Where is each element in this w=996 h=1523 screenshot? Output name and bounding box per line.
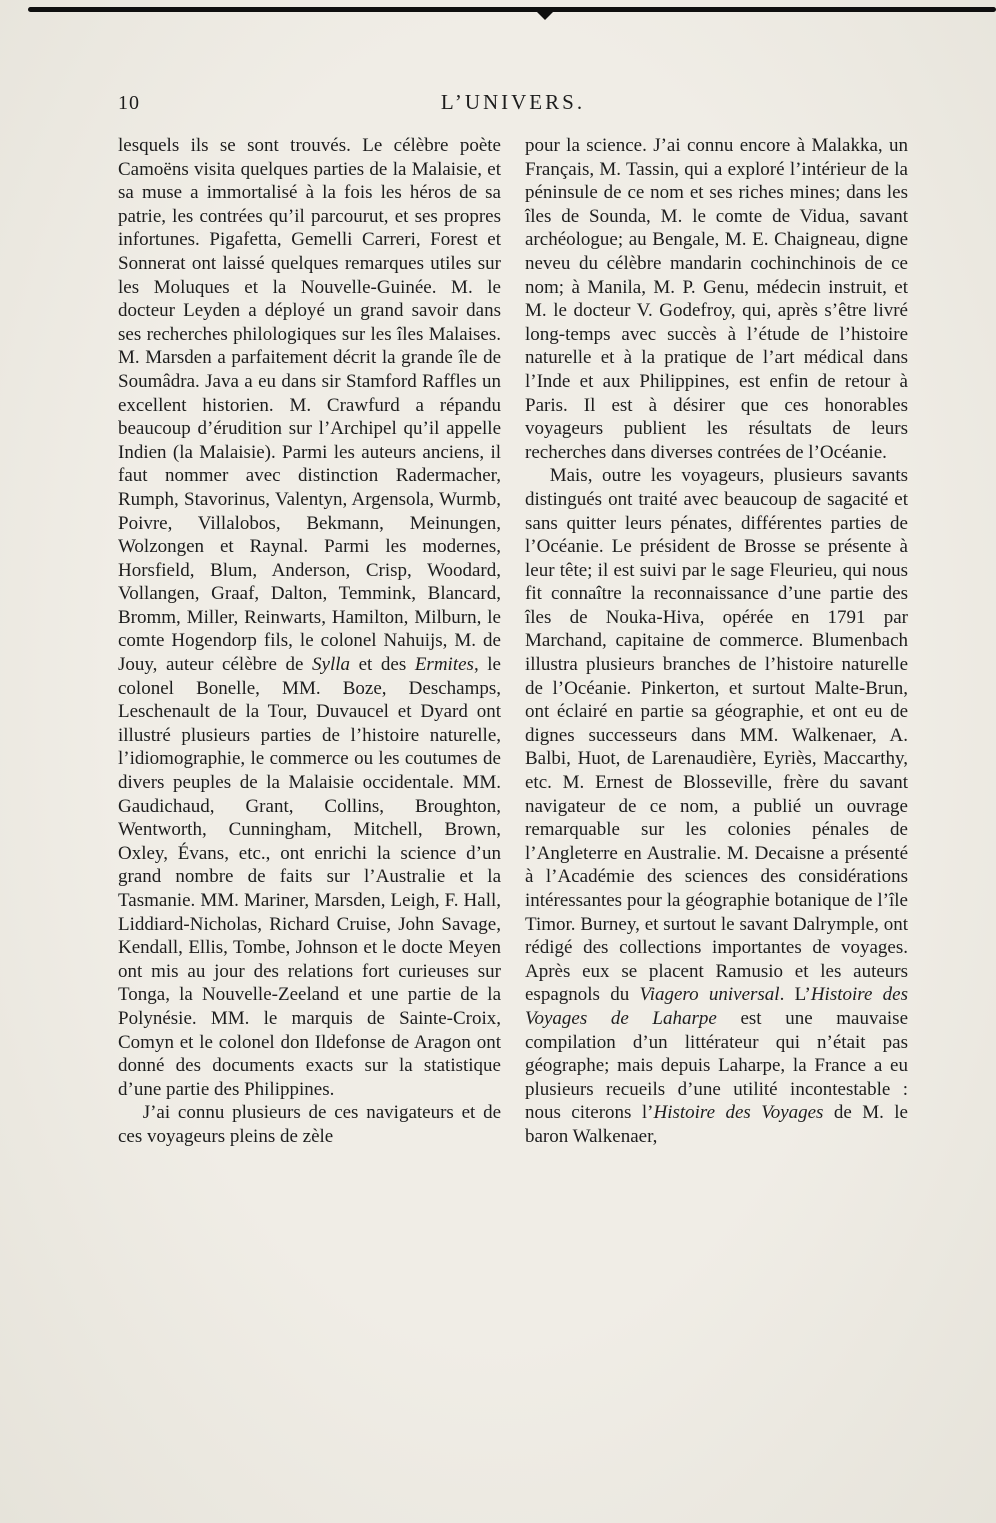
- text-segment: , le colonel Bonelle, MM. Boze, Deschamps, Leschenault de la Tour, Duvaucel et Dyard ont illustré plusieurs parties de l’histoire naturelle, l’idiomographie, le commerce ou les coutumes de divers peuples de la Malaisie occidentale. MM. Gaudichaud, Grant, Collins, Broughton, Wentworth, Cunningham, Mitchell, Brown, Oxley, Évans, etc., ont enrichi la science d’un grand nombre de faits sur l’Australie et la Tasmanie. MM. Mariner, Marsden, Leigh, F. Hall, Liddiard-Nicholas, Richard Cruise, John Savage, Kendall, Ellis, Tombe, Johnson et le docte Meyen ont mis au jour des relations fort curieuses sur Tonga, la Nouvelle-Zeeland et une partie de la Polynésie. MM. le marquis de Sainte-Croix, Comyn et le colonel don Ildefonse de Aragon ont donné des documents exacts sur la statistique d’une partie des Philippines.: [118, 654, 501, 1100]
- text-segment: lesquels ils se sont trouvés. Le célèbre poète Camoëns visita quelques parties de la Malaisie, et sa muse a immortalisé à la fois les héros de sa patrie, les contrées qu’il parcourut, et ses propres infortunes. Pigafetta, Gemelli Carreri, Forest et Sonnerat ont laissé quelques remarques utiles sur les Moluques et la Nouvelle-Guinée. M. le docteur Leyden a déployé un grand savoir dans ses recherches philologiques sur les îles Malaises. M. Marsden a parfaitement décrit la grande île de Soumâdra. Java a eu dans sir Stamford Raffles un excellent historien. M. Crawfurd a répandu beaucoup d’érudition sur l’Archipel qu’il appelle Indien (la Malaisie). Parmi les auteurs anciens, il faut nommer avec distinction Radermacher, Rumph, Stavorinus, Valentyn, Argensola, Wurmb, Poivre, Villalobos, Bekmann, Meinungen, Wolzongen et Raynal. Parmi les modernes, Horsfield, Blum, Anderson, Crisp, Woodard, Vollangen, Graaf, Dalton, Temmink, Blancard, Bromm, Miller, Reinwarts, Hamilton, Milburn, le comte Hogendorp fils, le colonel Nahuijs, M. de Jouy, auteur célèbre de: [118, 135, 501, 676]
- paragraph: [118, 1101, 501, 1148]
- top-border-notch: [536, 11, 554, 20]
- text-segment: de M. le baron Walkenaer,: [525, 1102, 908, 1147]
- text-segment: pour la science. J’ai connu encore à Malakka, un Français, M. Tassin, qui a exploré l’intérieur de la péninsule de ce nom et ses riches mines; dans les îles de Sounda, M. le comte de Vidua, savant archéologue; au Bengale, M. E. Chaigneau, digne neveu du célèbre mandarin cochinchinois de ce nom; à Manila, M. P. Genu, médecin instruit, et M. le docteur V. Godefroy, qui, après s’être livré long-temps avec succès à l’étude de l’histoire naturelle et à la pratique de l’art médical dans l’Inde et aux Philippines, est enfin de retour à Paris. Il est à désirer que ces honorables voyageurs publient les résultats de leurs recherches dans diverses contrées de l’Océanie.: [525, 135, 908, 463]
- text-segment: Mais, outre les voyageurs, plusieurs savants distingués ont traité avec beaucoup de sagacité et sans quitter leurs pénates, différentes parties de l’Océanie. Le président de Brosse se présente à leur tête; il est suivi par le sage Fleurieu, qui nous fit connaître la reconnaissance d’une partie des îles de Nouka-Hiva, opérée en 1791 par Marchand, capitaine de commerce. Blumenbach illustra plusieurs branches de l’histoire naturelle de l’Océanie. Pinkerton, et surtout Malte-Brun, ont éclairé en partie sa géographie, et ont eu de dignes successeurs dans MM. Walkenaer, A. Balbi, Huot, de Larenaudière, Eyriès, Maccarthy, etc. M. Ernest de Blosseville, frère du savant navigateur de ce nom, a publié un ouvrage remarquable sur les colonies pénales de l’Angleterre en Australie. M. Decaisne a présenté à l’Académie des sciences des considérations intéressantes pour la géographie botanique de l’île Timor. Burney, et surtout le savant Dalrymple, ont rédigé des collections importantes de voyages. Après eux se placent Ramusio et les auteurs espagnols du: [525, 465, 908, 1006]
- italic-text-segment: Sylla: [312, 654, 351, 676]
- page-number: 10: [118, 92, 140, 114]
- text-segment: est une mauvaise compilation d’un littérateur qui n’était pas géographe; mais depuis Laharpe, la France a eu plusieurs recueils d’une utilité incontestable : nous citerons l’: [525, 1007, 908, 1124]
- text-segment: et des: [350, 654, 415, 676]
- paragraph: [118, 134, 501, 1101]
- right-column: [525, 134, 908, 1149]
- paragraph: [525, 134, 908, 464]
- left-column: [118, 134, 501, 1149]
- page-header: [118, 90, 908, 120]
- header-title: L’UNIVERS.: [440, 90, 586, 114]
- paragraph: [525, 464, 908, 1148]
- text-segment: J’ai connu plusieurs de ces navigateurs et de ces voyageurs pleins de zèle: [118, 1102, 501, 1147]
- top-border-line: [28, 7, 996, 12]
- italic-text-segment: Histoire des Voyages de Laharpe: [525, 984, 908, 1029]
- italic-text-segment: Ermites: [414, 654, 474, 676]
- italic-text-segment: Histoire des Voyages: [653, 1102, 824, 1124]
- text-columns: [118, 134, 908, 1149]
- italic-text-segment: Viagero universal: [639, 984, 780, 1006]
- text-segment: . L’: [779, 984, 811, 1006]
